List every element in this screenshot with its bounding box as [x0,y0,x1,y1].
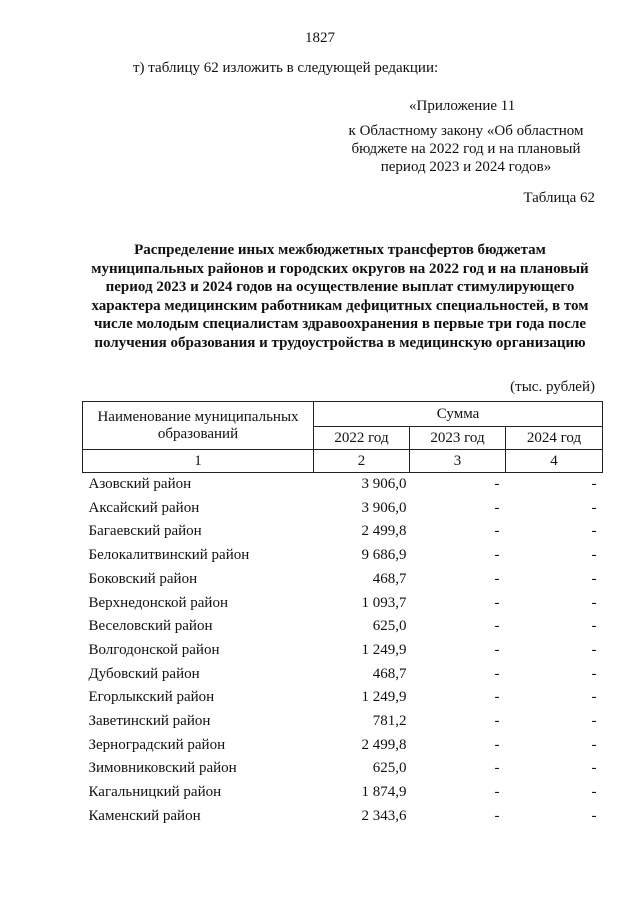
amount-2024: - [591,784,597,801]
column-number: 4 [506,450,603,473]
document-title [80,241,600,353]
amount-2024: - [591,476,597,492]
appendix-reference-line: бюджете на 2022 год и на плановый [351,141,581,157]
column-header-sum: Сумма [314,402,603,427]
amount-2022: 625,0 [372,760,407,777]
amount-2024: - [591,594,597,611]
amount-2024: - [591,760,597,777]
column-header-2023: 2023 год [410,427,506,450]
amount-2024: - [591,499,597,516]
units-label: (тыс. рублей) [510,379,595,395]
amount-2023: - [494,570,500,587]
column-number: 1 [83,450,314,473]
table-row [83,639,603,663]
district-name: Азовский район [88,476,192,492]
appendix-title: «Приложение 11 [409,98,516,114]
district-name: Аксайский район [88,499,200,516]
column-number: 3 [410,450,506,473]
amount-2023: - [494,523,500,540]
district-name: Белокалитвинский район [88,547,250,564]
table-row [83,615,603,639]
table-row [83,757,603,781]
table-header [83,402,603,473]
amount-2022: 3 906,0 [361,476,407,492]
amount-2023: - [494,736,500,753]
amount-2023: - [494,784,500,801]
amount-2024: - [591,547,597,564]
table-row [83,734,603,758]
district-name: Зимовниковский район [88,760,237,777]
amount-2022: 625,0 [372,618,407,635]
amount-2023: - [494,499,500,516]
document-title-line: Распределение иных межбюджетных трансфертов бюджетам [134,242,546,258]
amount-2023: - [494,641,500,658]
amount-2022: 2 499,8 [361,523,407,540]
page-number: 1827 [305,30,335,46]
column-header-2022: 2022 год [314,427,410,450]
column-header-2024: 2024 год [506,427,603,450]
amount-2024: - [591,618,597,635]
amount-2024: - [591,641,597,658]
column-header-name-line: образований [157,425,239,442]
table-body [83,473,603,829]
amount-2022: 1 093,7 [361,594,407,611]
table-row [83,544,603,568]
appendix-reference-line: период 2023 и 2024 годов» [380,159,552,175]
document-title-line: получения образования и трудоустройства в медицинскую организацию [94,334,586,351]
amount-2023: - [494,618,500,635]
table-row [83,592,603,616]
district-name: Заветинский район [88,713,211,730]
table-row [83,710,603,734]
amount-2022: 1 249,9 [361,689,407,706]
district-name: Кагальницкий район [88,784,222,801]
document-title-line: характера медицинским работникам дефицитных специальностей, в том [91,297,589,314]
amount-2022: 781,2 [372,713,407,730]
table-row [83,497,603,521]
table-row [83,473,603,497]
document-title-line: числе молодым специалистам здравоохранения в первые три года после [93,316,587,333]
amount-2024: - [591,570,597,587]
amount-2023: - [494,689,500,706]
amount-2023: - [494,760,500,777]
amount-2024: - [591,713,597,730]
district-name: Каменский район [88,807,201,824]
district-name: Боковский район [88,570,198,587]
amount-2023: - [494,807,500,824]
amount-2024: - [591,807,597,824]
amount-2022: 3 906,0 [361,499,407,516]
district-name: Багаевский район [88,523,202,540]
table-row [83,805,603,829]
amount-2022: 468,7 [372,570,407,587]
district-name: Егорлыкский район [88,689,215,706]
amount-2022: 468,7 [372,665,407,682]
appendix-reference [335,122,597,176]
allocation-table [82,401,603,829]
document-title-line: период 2023 и 2024 годов на осуществление выплат стимулирующего [105,279,575,296]
column-number: 2 [314,450,410,473]
table-row [83,686,603,710]
table-row [83,781,603,805]
amount-2023: - [494,547,500,564]
table-row [83,520,603,544]
district-name: Веселовский район [88,618,213,635]
amount-2023: - [494,594,500,611]
document-title-line: муниципальных районов и городских округов на 2022 год и на плановый [91,260,589,277]
district-name: Дубовский район [88,665,200,682]
appendix-reference-line: к Областному закону «Об областном [348,123,584,139]
amount-2023: - [494,665,500,682]
table-row [83,568,603,592]
table-label: Таблица 62 [523,190,595,206]
amount-2024: - [591,736,597,753]
amount-2024: - [591,689,597,706]
column-header-name [83,402,314,450]
district-name: Волгодонской район [88,641,220,658]
column-header-name-line: Наименование муниципальных [97,408,299,425]
amount-2022: 9 686,9 [361,547,407,564]
amount-2024: - [591,665,597,682]
amount-2022: 1 874,9 [361,784,407,801]
district-name: Зерноградский район [88,736,226,753]
amendment-instruction: т) таблицу 62 изложить в следующей редакции: [133,60,439,76]
table-row [83,663,603,687]
amount-2024: - [591,523,597,540]
amount-2022: 2 499,8 [361,736,407,753]
amount-2023: - [494,476,500,492]
amount-2022: 2 343,6 [361,807,407,824]
amount-2022: 1 249,9 [361,641,407,658]
district-name: Верхнедонской район [88,594,228,611]
amount-2023: - [494,713,500,730]
